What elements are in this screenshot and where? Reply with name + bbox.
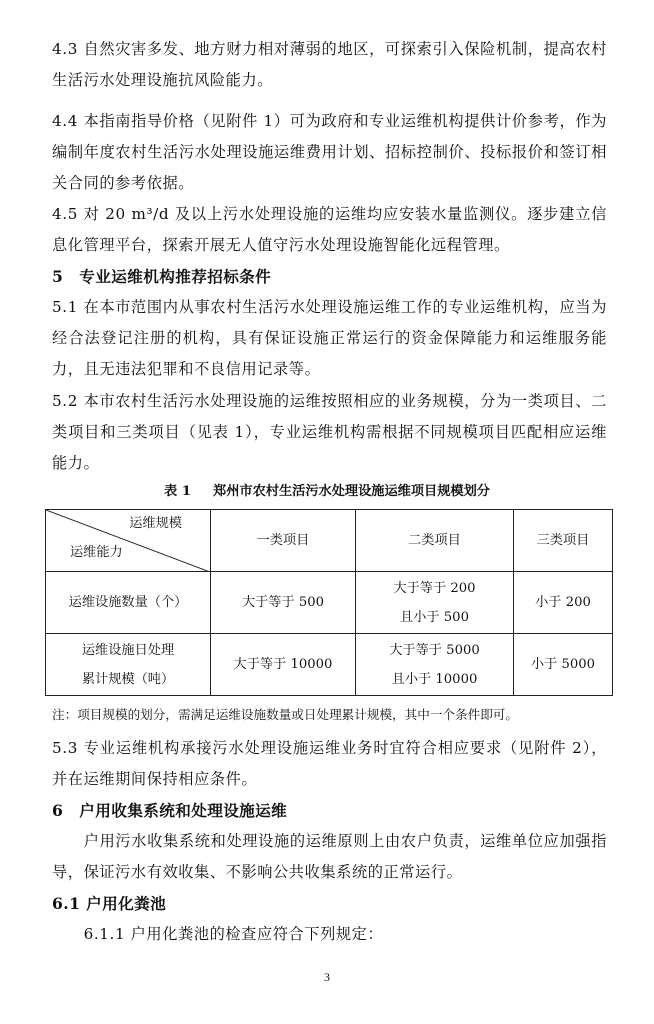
section-6-1-heading: 6.1 户用化粪池: [52, 894, 167, 913]
paragraph-6-1-1: 6.1.1 户用化粪池的检查应符合下列规定：: [52, 925, 384, 943]
corner-label-capability: 运维能力: [70, 545, 123, 560]
section-6-heading: 6 户用收集系统和处理设施运维: [52, 801, 288, 820]
table-cell: 大于等于 200 且小于 500: [356, 572, 514, 634]
table-cell: 小于 5000: [514, 634, 613, 696]
table-row: [46, 634, 613, 696]
paragraph-4-5: 4.5 对 20 m³/d 及以上污水处理设施的运维均应安装水量监测仪。逐步建立信息化管理平台，探索开展无人值守污水处理设施智能化远程管理。: [52, 205, 607, 255]
table-number: 表 1: [164, 484, 192, 499]
row-label: 运维设施数量（个）: [46, 572, 211, 634]
table-cell: 小于 200: [514, 572, 613, 634]
paragraph-4-3: 4.3 自然灾害多发、地方财力相对薄弱的地区，可探索引入保险机制，提高农村生活污水处理设施抗风险能力。: [52, 40, 607, 90]
table-row: [46, 572, 613, 634]
row-label: 运维设施日处理 累计规模（吨）: [46, 634, 211, 696]
corner-label-scale: 运维规模: [129, 516, 182, 531]
header-cell: 三类项目: [514, 510, 613, 572]
table-header-row: [46, 510, 613, 572]
table-corner-cell: [46, 510, 211, 572]
table-cell: 大于等于 5000 且小于 10000: [356, 634, 514, 696]
paragraph-4-4: 4.4 本指南指导价格（见附件 1）可为政府和专业运维机构提供计价参考，作为编制年度农村生活污水处理设施运维费用计划、招标控制价、投标报价和签订相关合同的参考依据。: [52, 112, 607, 193]
section-5-heading: 5 专业运维机构推荐招标条件: [52, 267, 272, 286]
page-number: 3: [324, 970, 330, 984]
project-scale-table: [45, 509, 613, 696]
table-cell: 大于等于 10000: [211, 634, 356, 696]
table-cell: 大于等于 500: [211, 572, 356, 634]
table-caption: [0, 482, 654, 502]
paragraph-5-2: 5.2 本市农村生活污水处理设施的运维按照相应的业务规模，分为一类项目、二类项目和三类项目（见表 1），专业运维机构需根据不同规模项目匹配相应运维能力。: [52, 392, 607, 473]
paragraph-5-3: 5.3 专业运维机构承接污水处理设施运维业务时宜符合相应要求（见附件 2），并在运维期间保持相应条件。: [52, 739, 607, 789]
header-cell: 一类项目: [211, 510, 356, 572]
table-note: 注：项目规模的划分，需满足运维设施数量或日处理累计规模，其中一个条件即可。: [52, 707, 518, 722]
paragraph-6: 户用污水收集系统和处理设施的运维原则上由农户负责，运维单位应加强指导，保证污水有效收集、不影响公共收集系统的正常运行。: [52, 832, 607, 882]
header-cell: 二类项目: [356, 510, 514, 572]
paragraph-5-1: 5.1 在本市范围内从事农村生活污水处理设施运维工作的专业运维机构，应当为经合法登记注册的机构，具有保证设施正常运行的资金保障能力和运维服务能力，且无违法犯罪和不良信用记录等。: [52, 298, 607, 379]
table-title: 郑州市农村生活污水处理设施运维项目规模划分: [213, 484, 490, 499]
